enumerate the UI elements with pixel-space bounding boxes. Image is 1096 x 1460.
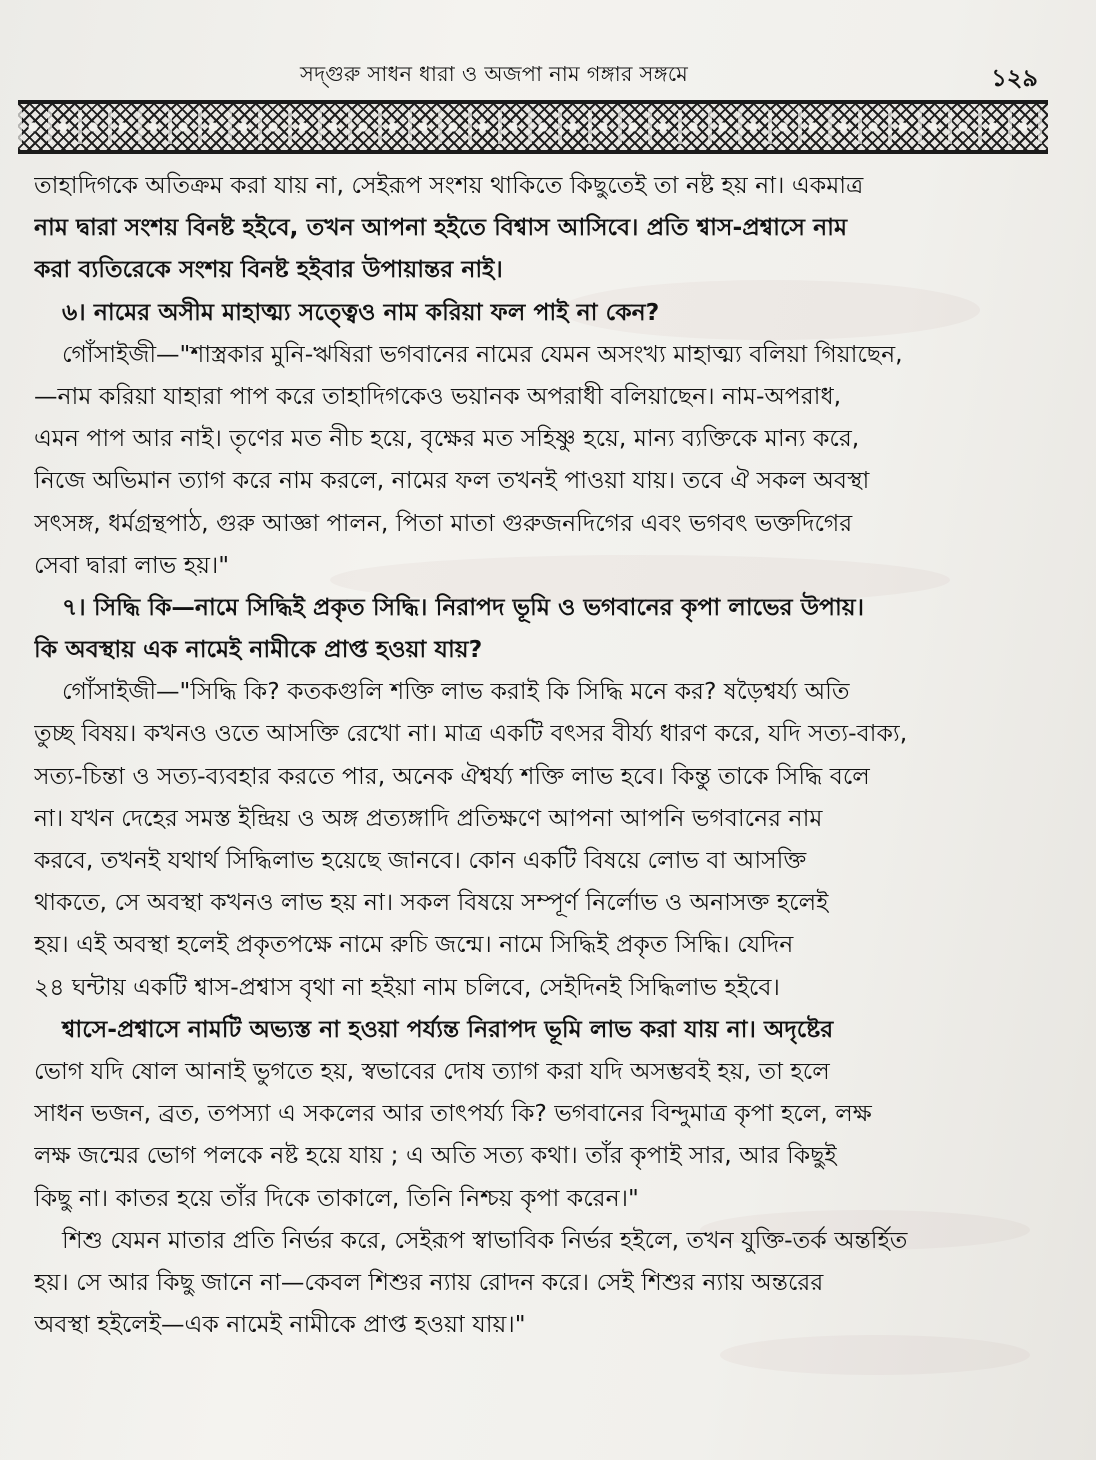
decorative-border-ornament <box>18 100 1048 154</box>
text-line: কি অবস্থায় এক নামেই নামীকে প্রাপ্ত হওয়া যায়? <box>34 635 483 664</box>
text-line: শ্বাসে-প্রশ্বাসে নামটি অভ্যস্ত না হওয়া পর্য্যন্ত নিরাপদ ভূমি লাভ করা যায় না। অদৃষ্টের <box>62 1014 834 1043</box>
text-line: লক্ষ জন্মের ভোগ পলকে নষ্ট হয়ে যায় ; এ অতি সত্য কথা। তাঁর কৃপাই সার, আর কিছুই <box>34 1141 837 1170</box>
text-line: তাহাদিগকে অতিক্রম করা যায় না, সেইরূপ সংশয় থাকিতে কিছুতেই তা নষ্ট হয় না। একমাত্র <box>34 171 864 199</box>
text-line: —নাম করিয়া যাহারা পাপ করে তাহাদিগকেও ভয়ানক অপরাধী বলিয়াছেন। নাম-অপরাধ, <box>34 381 842 410</box>
question-heading-7: ৭। সিদ্ধি কি—নামে সিদ্ধিই প্রকৃত সিদ্ধি। নিরাপদ ভূমি ও ভগবানের কৃপা লাভের উপায়। <box>62 592 865 621</box>
text-line: ভোগ যদি ষোল আনাই ভুগতে হয়, স্বভাবের দোষ ত্যাগ করা যদি অসম্ভবই হয়, তা হলে <box>34 1056 830 1085</box>
text-line: গোঁসাইজী—"শাস্ত্রকার মুনি-ঋষিরা ভগবানের নামের যেমন অসংখ্য মাহাত্ম্য বলিয়া গিয়াছেন, <box>62 339 903 368</box>
text-line: গোঁসাইজী—"সিদ্ধি কি? কতকগুলি শক্তি লাভ করাই কি সিদ্ধি মনে কর? ষড়ৈশ্বর্য্য অতি <box>62 677 850 706</box>
running-title: সদ্‌গুরু সাধন ধারা ও অজপা নাম গঙ্গার সঙ্গমে <box>300 62 689 86</box>
text-line: না। যখন দেহের সমস্ত ইন্দ্রিয় ও অঙ্গ প্রত্যঙ্গাদি প্রতিক্ষণে আপনা আপনি ভগবানের নাম <box>34 803 823 832</box>
page-number: ১২৯ <box>991 64 1038 92</box>
text-line: নিজে অভিমান ত্যাগ করে নাম করলে, নামের ফল তখনই পাওয়া যায়। তবে ঐ সকল অবস্থা <box>34 466 870 495</box>
text-line: নাম দ্বারা সংশয় বিনষ্ট হইবে, তখন আপনা হইতে বিশ্বাস আসিবে। প্রতি শ্বাস-প্রশ্বাসে নাম <box>34 213 848 242</box>
text-line: সৎসঙ্গ, ধর্মগ্রন্থপাঠ, গুরু আজ্ঞা পালন, পিতা মাতা গুরুজনদিগের এবং ভগবৎ ভক্তদিগের <box>34 508 853 537</box>
text-line: থাকতে, সে অবস্থা কখনও লাভ হয় না। সকল বিষয়ে সম্পূর্ণ নির্লোভ ও অনাসক্ত হলেই <box>34 888 829 917</box>
text-line: ২৪ ঘন্টায় একটি শ্বাস-প্রশ্বাস বৃথা না হইয়া নাম চলিবে, সেইদিনই সিদ্ধিলাভ হইবে। <box>34 972 780 1001</box>
running-header <box>0 58 1096 98</box>
question-heading-6: ৬। নামের অসীম মাহাত্ম্য সত্ত্বেও নাম করিয়া ফল পাই না কেন? <box>62 297 660 326</box>
text-line: করবে, তখনই যথার্থ সিদ্ধিলাভ হয়েছে জানবে। কোন একটি বিষয়ে লোভ বা আসক্তি <box>34 846 807 874</box>
text-line: অবস্থা হইলেই—এক নামেই নামীকে প্রাপ্ত হওয়া যায়।" <box>34 1310 526 1339</box>
text-line: হয়। সে আর কিছু জানে না—কেবল শিশুর ন্যায় রোদন করে। সেই শিশুর ন্যায় অন্তরের <box>34 1267 824 1296</box>
text-line: করা ব্যতিরেকে সংশয় বিনষ্ট হইবার উপায়ান্তর নাই। <box>34 255 503 284</box>
text-line: তুচ্ছ বিষয়। কখনও ওতে আসক্তি রেখো না। মাত্র একটি বৎসর বীর্য্য ধারণ করে, যদি সত্য-বাক্য, <box>34 719 908 748</box>
text-line: সাধন ভজন, ব্রত, তপস্যা এ সকলের আর তাৎপর্য্য কি? ভগবানের বিন্দুমাত্র কৃপা হলে, লক্ষ <box>34 1099 872 1128</box>
text-line: সেবা দ্বারা লাভ হয়।" <box>34 550 230 579</box>
body-text <box>34 164 1034 1345</box>
text-line: হয়। এই অবস্থা হলেই প্রকৃতপক্ষে নামে রুচি জন্মে। নামে সিদ্ধিই প্রকৃত সিদ্ধি। যেদিন <box>34 930 794 959</box>
text-line: কিছু না। কাতর হয়ে তাঁর দিকে তাকালে, তিনি নিশ্চয় কৃপা করেন।" <box>34 1183 639 1212</box>
text-line: শিশু যেমন মাতার প্রতি নির্ভর করে, সেইরূপ স্বাভাবিক নির্ভর হইলে, তখন যুক্তি-তর্ক অন্তর্হিত <box>62 1225 908 1254</box>
text-line: সত্য-চিন্তা ও সত্য-ব্যবহার করতে পার, অনেক ঐশ্বর্য্য শক্তি লাভ হবে। কিন্তু তাকে সিদ্ধি বলে <box>34 761 870 790</box>
text-line: এমন পাপ আর নাই। তৃণের মত নীচ হয়ে, বৃক্ষের মত সহিষ্ণু হয়ে, মান্য ব্যক্তিকে মান্য করে, <box>34 424 860 453</box>
